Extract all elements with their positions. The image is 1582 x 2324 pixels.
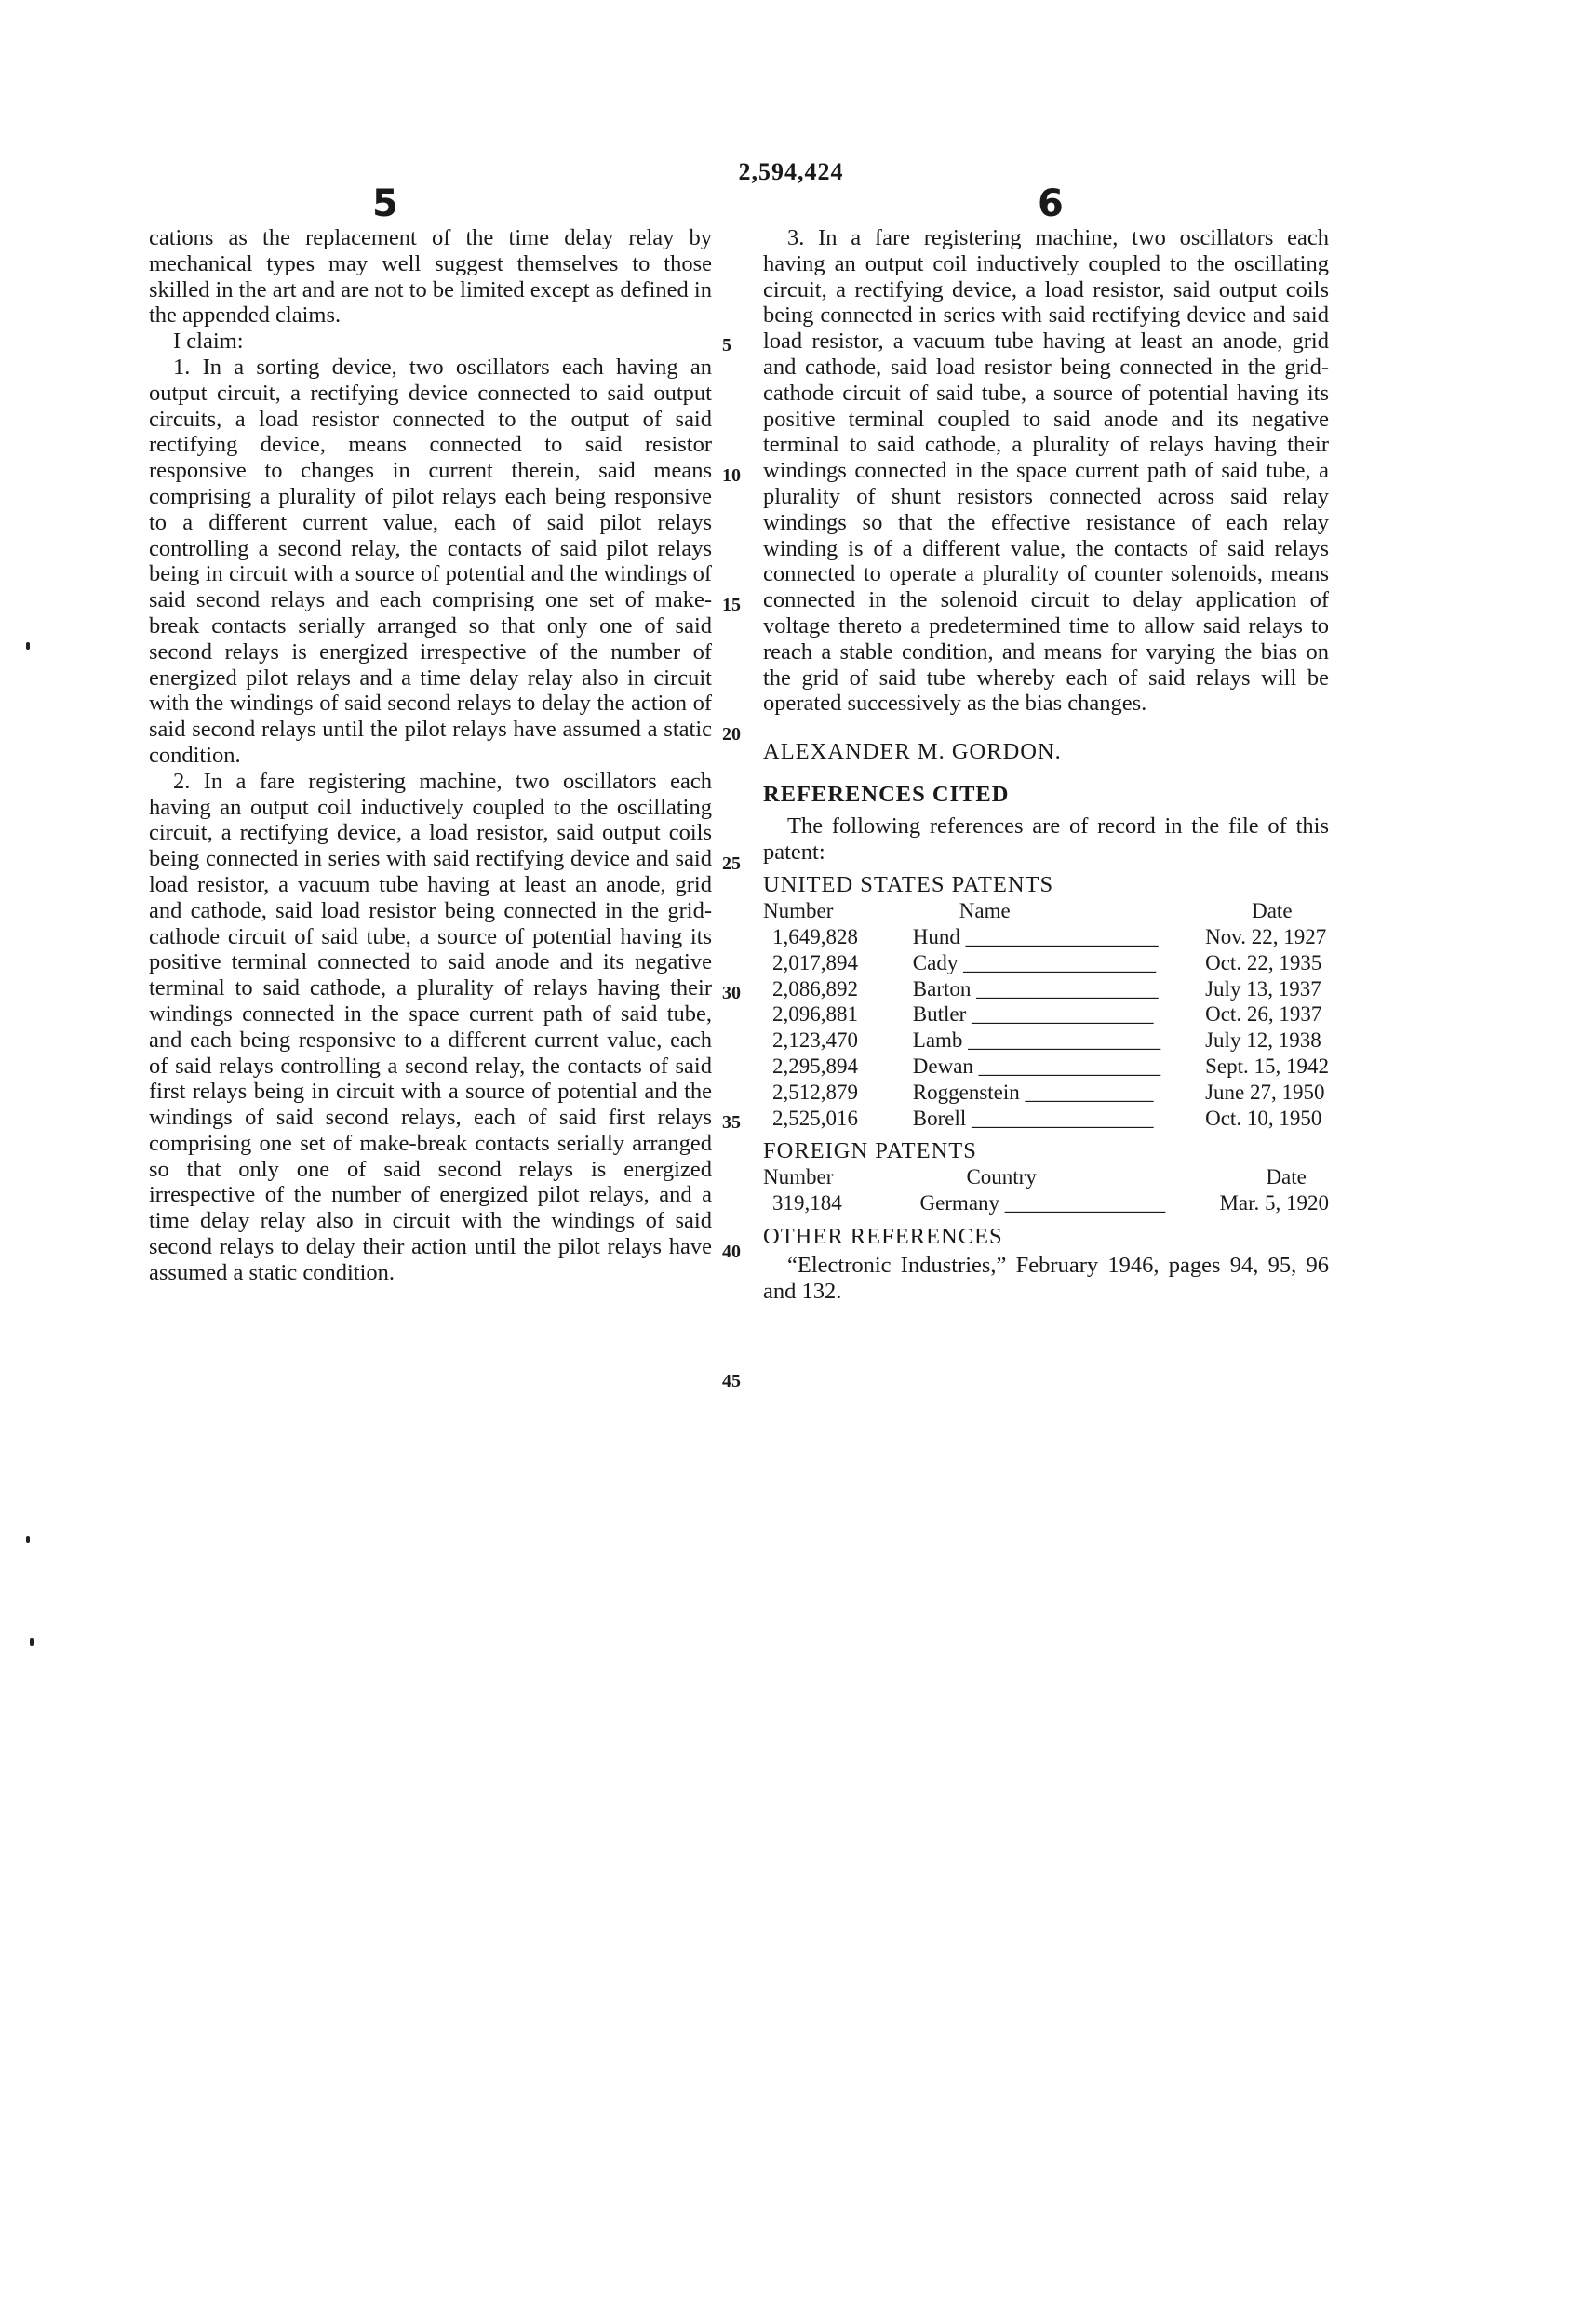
table-row xyxy=(763,924,1329,950)
foreign-patents-heading: FOREIGN PATENTS xyxy=(763,1138,977,1164)
line-number: 5 xyxy=(722,335,731,356)
table-row xyxy=(763,1080,1329,1106)
name-text: Hund xyxy=(912,924,960,948)
line-number: 35 xyxy=(722,1112,741,1133)
claim-1: 1. In a sorting device, two oscillators each having an output circuit, a rectifying device connected to said output circuits, a load resistor connected to the output of said rectifying device, means connected to said resistor responsive to changes in current therein, said means comprising a plurality of pilot relays each being responsive to a different current value, each of said pilot relays controlling a second relay, the contacts of said pilot relays being in circuit with a source of potential and the windings of said second relays and each comprising one set of make-break contacts serially arranged so that only one of said second relays is energized irrespective of the number of energized pilot relays and a time delay relay also in circuit with the windings of said second relays to delay the action of said second relays until the pilot relays have assumed a static condition. xyxy=(149,354,712,768)
column-number-left: 5 xyxy=(372,182,398,225)
date-cell: July 12, 1938 xyxy=(1205,1028,1321,1053)
foreign-patents-table xyxy=(763,1164,1329,1216)
patent-number-cell: 2,295,894 xyxy=(772,1054,858,1078)
date-cell: Mar. 5, 1920 xyxy=(1219,1190,1329,1215)
table-row xyxy=(763,976,1329,1002)
table-row xyxy=(763,950,1329,976)
patent-number: 2,594,424 xyxy=(738,158,844,185)
country-text: Germany xyxy=(919,1190,1000,1215)
continuation-paragraph: cations as the replacement of the time delay relay by mechanical types may well suggest themselves to those skilled in the art and are not to be limited except as defined in the appended claims. xyxy=(149,225,712,329)
claim-3: 3. In a fare registering machine, two oscillators each having an output coil inductively coupled to the oscillating circuit, a rectifying device, a load resistor, said output coils being connected in series with said rectifying device and said load resistor, a vacuum tube having at least an anode, grid and cathode, said load resistor being connected in the grid-cathode circuit of said tube, a source of potential having its positive terminal coupled to said anode and its negative terminal to said cathode, a plurality of relays having their windings connected in the space current path of said tube, a plurality of shunt resistors connected across said relay windings so that the effective resistance of each relay winding is of a different value, the contacts of said relays connected to operate a plurality of counter solenoids, means connected in the solenoid circuit to delay application of voltage thereto a predetermined time to allow said relays to reach a stable condition, and means for varying the bias on the grid of said tube whereby each of said relays will be operated successively as the bias changes. xyxy=(763,225,1329,717)
column-header: Name xyxy=(959,899,1011,923)
leader-dashes: __________________ xyxy=(959,924,1159,948)
line-number: 30 xyxy=(722,983,741,1003)
line-number: 10 xyxy=(722,465,741,486)
column-number-right: 6 xyxy=(1038,182,1064,225)
leader-dashes: __________________ xyxy=(962,1028,1161,1053)
name-text: Borell xyxy=(912,1106,967,1130)
date-cell: July 13, 1937 xyxy=(1205,976,1321,1001)
date-cell: Oct. 22, 1935 xyxy=(1205,950,1322,974)
line-number: 45 xyxy=(722,1371,741,1391)
patent-number-cell: 2,017,894 xyxy=(772,950,858,974)
table-row xyxy=(763,1190,1329,1216)
left-column xyxy=(149,225,712,1286)
patent-number-cell: 1,649,828 xyxy=(772,924,858,948)
name-cell xyxy=(913,1001,1205,1028)
line-number: 20 xyxy=(722,724,741,745)
us-patents-heading: UNITED STATES PATENTS xyxy=(763,872,1054,898)
line-number: 25 xyxy=(722,853,741,874)
claims-intro: I claim: xyxy=(173,329,244,355)
date-cell: Sept. 15, 1942 xyxy=(1205,1054,1329,1078)
leader-dashes: _________________ xyxy=(966,1002,1154,1027)
name-text: Lamb xyxy=(912,1028,963,1053)
other-references-heading: OTHER REFERENCES xyxy=(763,1223,1003,1249)
name-cell xyxy=(913,950,1205,976)
table-row xyxy=(763,1106,1329,1132)
us-patents-table xyxy=(763,898,1329,1131)
references-title: REFERENCES CITED xyxy=(763,781,1010,807)
right-column xyxy=(763,225,1329,1305)
line-number: 40 xyxy=(722,1242,741,1262)
scan-speck xyxy=(30,1638,34,1646)
column-header: Date xyxy=(1252,899,1293,923)
inventor-signature: ALEXANDER M. GORDON. xyxy=(763,739,1062,765)
country-cell xyxy=(919,1190,1219,1216)
name-text: Roggenstein xyxy=(912,1080,1020,1104)
table-row xyxy=(763,1054,1329,1080)
table-row xyxy=(763,1001,1329,1028)
date-cell: Oct. 10, 1950 xyxy=(1205,1106,1322,1130)
name-cell xyxy=(913,1106,1205,1132)
references-intro: The following references are of record in the file of this patent: xyxy=(763,813,1329,865)
column-header: Country xyxy=(966,1165,1037,1189)
scan-speck xyxy=(26,1536,30,1543)
line-number: 15 xyxy=(722,595,741,615)
date-cell: June 27, 1950 xyxy=(1205,1080,1325,1104)
patent-number-cell: 2,086,892 xyxy=(772,976,858,1001)
name-cell xyxy=(913,1080,1205,1106)
column-header: Date xyxy=(1266,1165,1307,1189)
date-cell: Nov. 22, 1927 xyxy=(1205,924,1327,948)
name-text: Dewan xyxy=(912,1054,973,1078)
leader-dashes: _________________ xyxy=(971,976,1159,1001)
leader-dashes: __________________ xyxy=(958,950,1157,974)
leader-dashes: _________________ xyxy=(972,1054,1161,1078)
patent-number-cell: 319,184 xyxy=(772,1190,842,1215)
column-header: Number xyxy=(763,899,834,923)
patent-number-cell: 2,123,470 xyxy=(772,1028,858,1053)
other-reference-entry: “Electronic Industries,” February 1946, pages 94, 95, 96 and 132. xyxy=(763,1253,1329,1305)
leader-dashes: _________________ xyxy=(966,1106,1154,1130)
leader-dashes: _______________ xyxy=(999,1190,1166,1215)
name-cell xyxy=(913,976,1205,1002)
name-text: Cady xyxy=(912,950,959,974)
scan-speck xyxy=(26,642,30,650)
date-cell: Oct. 26, 1937 xyxy=(1205,1002,1322,1027)
table-row xyxy=(763,1028,1329,1054)
claim-2: 2. In a fare registering machine, two oscillators each having an output coil inductively coupled to the oscillating circuit, a rectifying device, a load resistor, said output coils being connected in series with said rectifying device and said load resistor, a vacuum tube having at least an anode, grid and cathode, said load resistor being connected in the grid-cathode circuit of said tube, a source of potential having its positive terminal connected to said anode and its negative terminal to said cathode, a plurality of relays having their windings connected in the space current path of said tube, and each being responsive to a different current value, each of said relays controlling a second relay, the contacts of said first relays being in circuit with a source of potential and the windings of said second relays, each of said first relays comprising one set of make-break contacts serially arranged so that only one of said second relays is energized irrespective of the number of energized pilot relays, and a time delay relay also in circuit with the windings of said second relays to delay their action until the pilot relays have assumed a static condition. xyxy=(149,768,712,1285)
leader-dashes: ____________ xyxy=(1019,1080,1154,1104)
column-header: Number xyxy=(763,1165,834,1189)
name-text: Butler xyxy=(912,1002,967,1027)
name-cell xyxy=(913,1028,1205,1054)
patent-number-cell: 2,512,879 xyxy=(772,1080,858,1104)
name-text: Barton xyxy=(912,976,972,1001)
name-cell xyxy=(913,924,1205,950)
name-cell xyxy=(913,1054,1205,1080)
patent-number-cell: 2,096,881 xyxy=(772,1002,858,1027)
patent-number-cell: 2,525,016 xyxy=(772,1106,858,1130)
